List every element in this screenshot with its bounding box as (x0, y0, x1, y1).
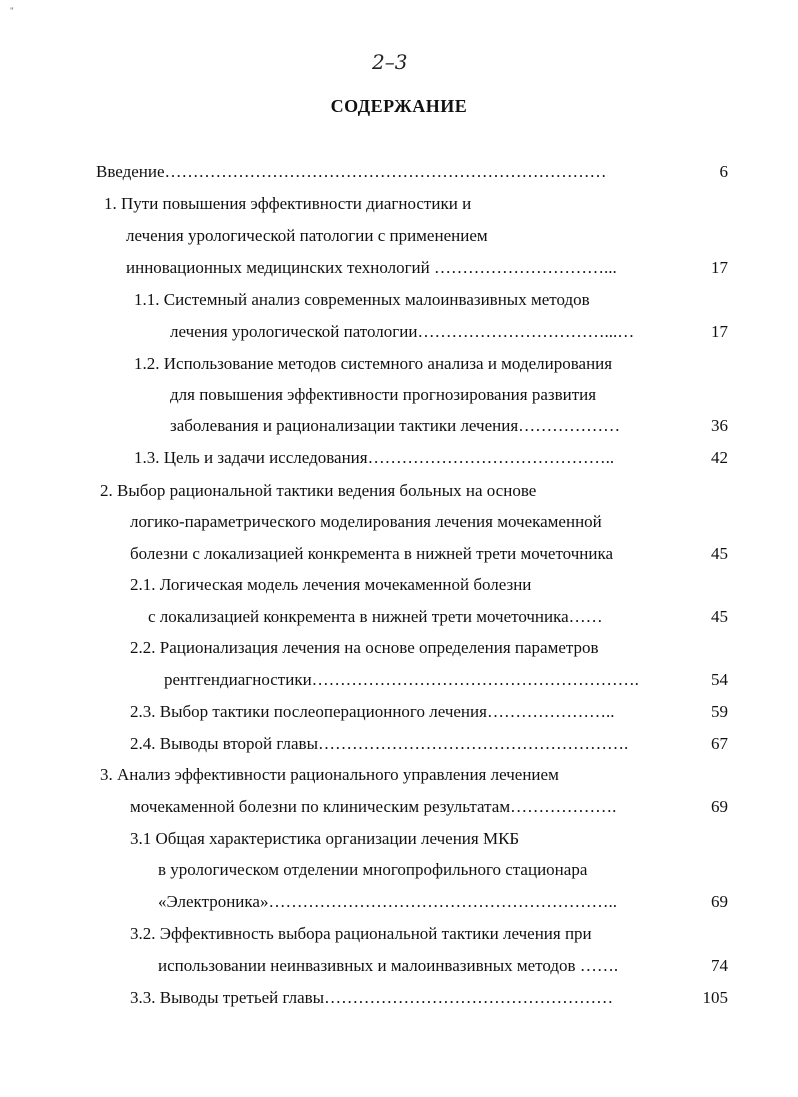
toc-line-ch3-b: мочекаменной болезни по клиническим результатам………………. (130, 797, 617, 816)
toc-line-3-2-a: 3.2. Эффективность выбора рациональной тактики лечения при (130, 924, 592, 943)
toc-line-2-2-a: 2.2. Рационализация лечения на основе определения параметров (130, 638, 599, 657)
toc-line-ch1-b: лечения урологической патологии с применением (126, 226, 488, 245)
toc-line-ch2-c: болезни с локализацией конкремента в нижней трети мочеточника (130, 544, 613, 563)
toc-line-1-2-c: заболевания и рационализации тактики лечения……………… (170, 416, 621, 435)
toc-line-1-3: 1.3. Цель и задачи исследования…………………………………….. (134, 448, 615, 467)
toc-line-1-1-b: лечения урологической патологии……………………………...… (170, 322, 635, 341)
toc-line-1-1-a: 1.1. Системный анализ современных малоинвазивных методов (134, 290, 590, 309)
toc-page-ch2: 45 (711, 544, 728, 563)
handwritten-note: 2–3 (372, 50, 408, 74)
toc-line-ch1-c: инновационных медицинских технологий …………………………... (126, 258, 617, 277)
toc-page-intro: 6 (719, 162, 728, 181)
corner-mark: " (10, 6, 14, 16)
toc-line-3-1-c: «Электроника»…………………………………………………….. (158, 892, 617, 911)
toc-line-intro: Введение…………………………………………………………………… (96, 162, 607, 181)
toc-page-3-2: 74 (711, 956, 728, 975)
toc-line-ch2-b: логико-параметрического моделирования лечения мочекаменной (130, 512, 602, 531)
toc-line-3-2-b: использовании неинвазивных и малоинвазивных методов ……. (158, 956, 619, 975)
toc-line-1-2-a: 1.2. Использование методов системного анализа и моделирования (134, 354, 613, 373)
toc-page-2-4: 67 (711, 734, 728, 753)
toc-page-3-3: 105 (702, 988, 728, 1007)
toc-line-ch2-a: 2. Выбор рациональной тактики ведения больных на основе (100, 481, 537, 500)
toc-line-3-3: 3.3. Выводы третьей главы…………………………………………… (130, 988, 614, 1007)
toc-line-2-2-b: рентгендиагностики…………………………………………………. (164, 670, 639, 689)
toc-page-ch3: 69 (711, 797, 728, 816)
toc-line-1-2-b: для повышения эффективности прогнозирования развития (170, 385, 597, 404)
page-title: СОДЕРЖАНИЕ (330, 96, 468, 116)
toc-page-1-3: 42 (711, 448, 728, 467)
toc-line-2-4: 2.4. Выводы второй главы………………………………………………. (130, 734, 629, 753)
toc-line-2-3: 2.3. Выбор тактики послеоперационного лечения………………….. (130, 702, 615, 721)
toc-line-ch1-a: 1. Пути повышения эффективности диагностики и (104, 194, 472, 213)
toc-page-1-1: 17 (711, 322, 728, 341)
toc-line-2-1-a: 2.1. Логическая модель лечения мочекаменной болезни (130, 575, 532, 594)
toc-line-ch3-a: 3. Анализ эффективности рационального управления лечением (100, 765, 559, 784)
toc-line-3-1-a: 3.1 Общая характеристика организации лечения МКБ (130, 829, 520, 848)
toc-page-2-1: 45 (711, 607, 728, 626)
toc-page-2-2: 54 (711, 670, 728, 689)
toc-page-2-3: 59 (711, 702, 728, 721)
toc-page-1-2: 36 (711, 416, 728, 435)
toc-page-3-1: 69 (711, 892, 728, 911)
toc-line-2-1-b: с локализацией конкремента в нижней трети мочеточника…… (148, 607, 603, 626)
toc-line-3-1-b: в урологическом отделении многопрофильного стационара (158, 860, 588, 879)
toc-page-ch1: 17 (711, 258, 728, 277)
